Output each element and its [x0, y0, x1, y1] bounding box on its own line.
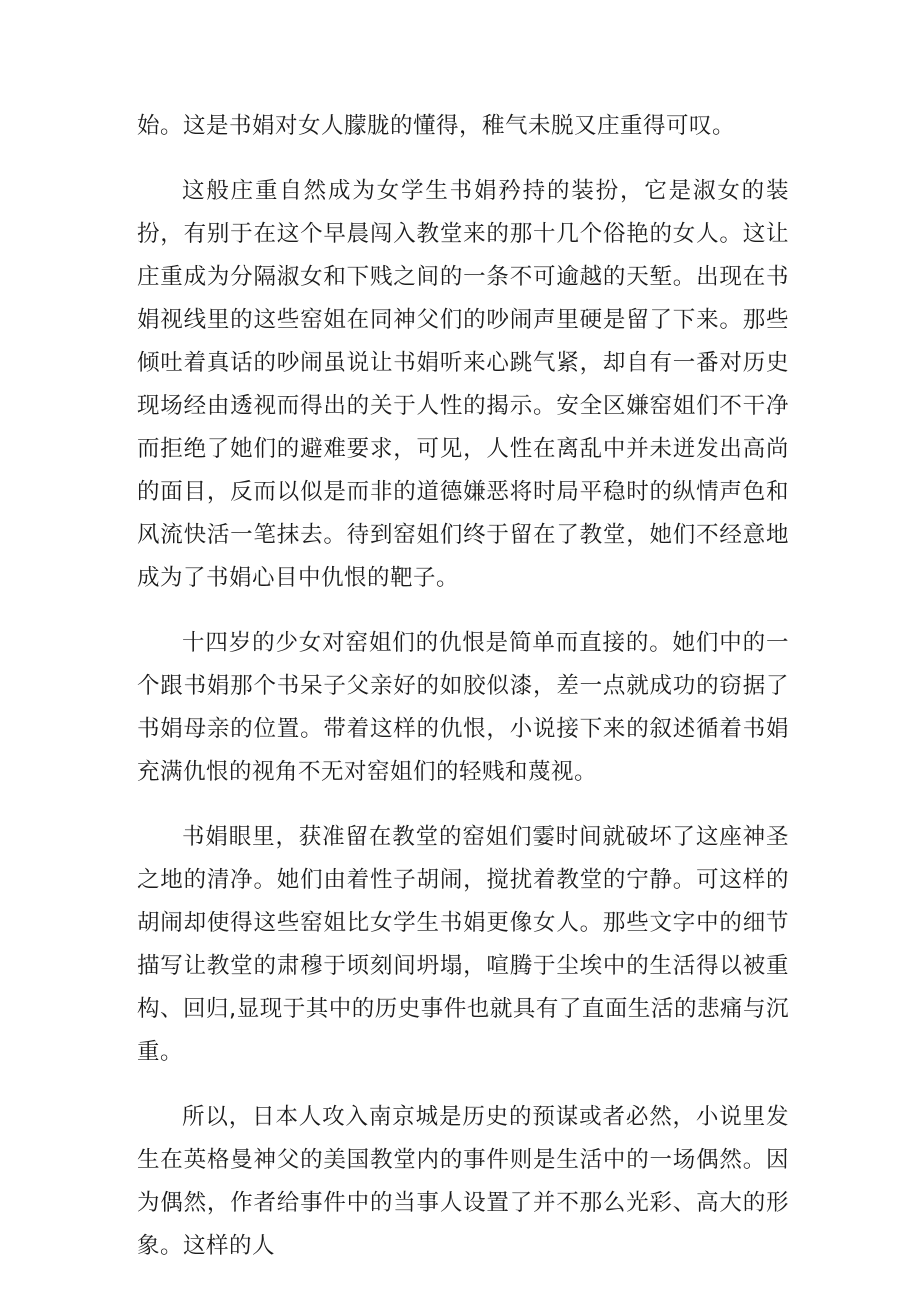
paragraph-1: 始。这是书娟对女人朦胧的懂得，稚气未脱又庄重得可叹。 [137, 113, 736, 139]
paragraph-5: 所以，日本人攻入南京城是历史的预谋或者必然，小说里发生在英格曼神父的美国教堂内的事件则是生活中的一场偶然。因为偶然，作者给事件中的当事人设置了并不那么光彩、高大的形象。这样的人 [137, 1104, 789, 1259]
paragraph-3: 十四岁的少女对窑姐们的仇恨是简单而直接的。她们中的一个跟书娟那个书呆子父亲好的如胶似漆，差一点就成功的窃据了书娟母亲的位置。带着这样的仇恨，小说接下来的叙述循着书娟充满仇恨的视角不无对窑姐们的轻贱和蔑视。 [137, 630, 789, 785]
paragraph-2: 这般庄重自然成为女学生书娟矜持的装扮，它是淑女的装扮，有别于在这个早晨闯入教堂来的那十几个俗艳的女人。这让庄重成为分隔淑女和下贱之间的一条不可逾越的天堑。出现在书娟视线里的这些窑姐在同神父们的吵闹声里硬是留了下来。那些倾吐着真话的吵闹虽说让书娟听来心跳气紧，却自有一番对历史现场经由透视而得出的关于人性的揭示。安全区嫌窑姐们不干净而拒绝了她们的避难要求，可见，人性在离乱中并未迸发出高尚的面目，反而以似是而非的道德嫌恶将时局平稳时的纵情声色和风流快活一笔抹去。待到窑姐们终于留在了教堂，她们不经意地成为了书娟心目中仇恨的靶子。 [137, 178, 789, 591]
paragraph-4: 书娟眼里，获准留在教堂的窑姐们霎时间就破坏了这座神圣之地的清净。她们由着性子胡闹，搅扰着教堂的宁静。可这样的胡闹却使得这些窑姐比女学生书娟更像女人。那些文字中的细节描写让教堂的肃穆于顷刻间坍塌，喧腾于尘埃中的生活得以被重构、回归,显现于其中的历史事件也就具有了直面生活的悲痛与沉重。 [137, 824, 789, 1065]
body-text [137, 105, 789, 1290]
